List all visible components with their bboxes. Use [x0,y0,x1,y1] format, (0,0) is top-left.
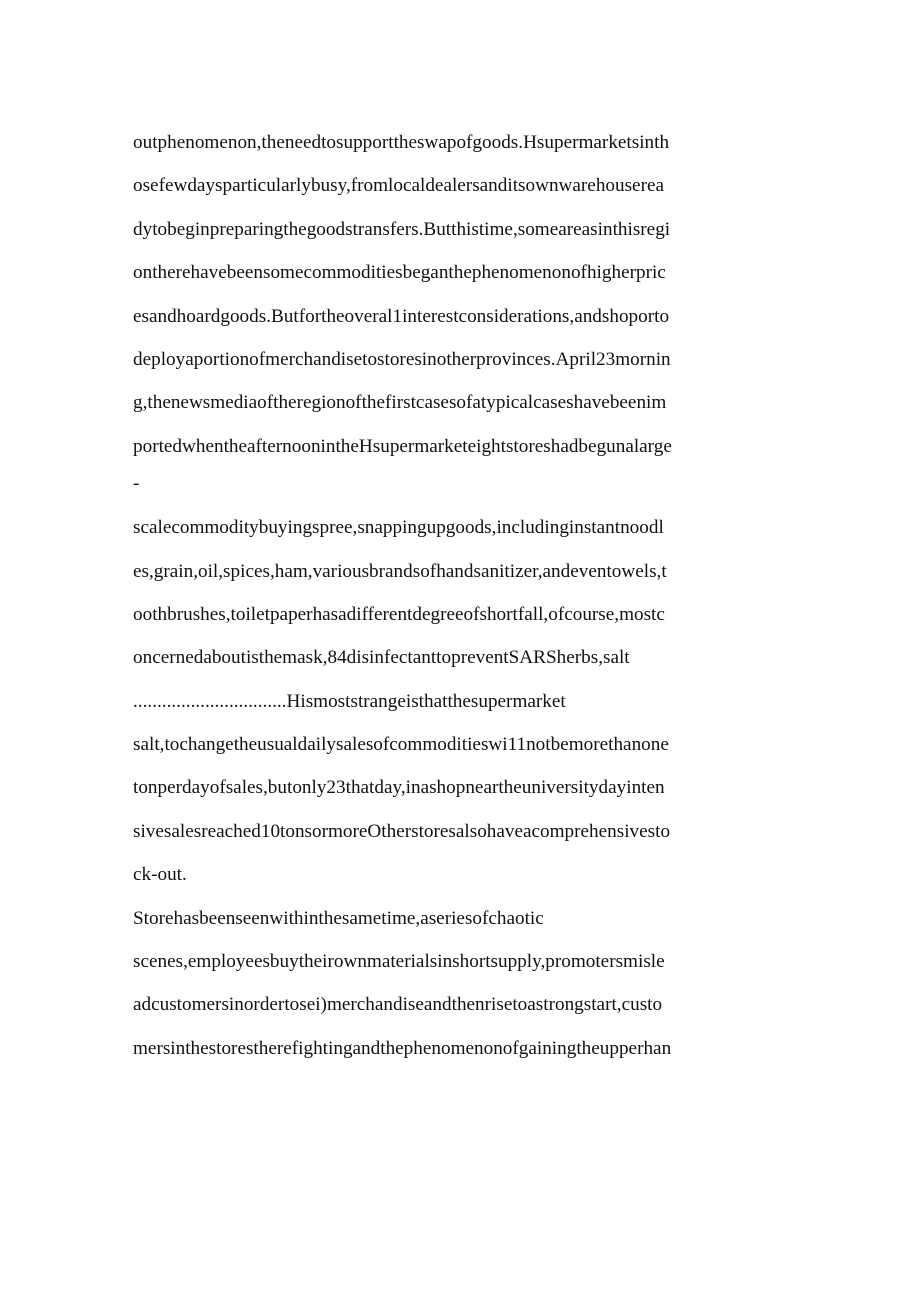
text-line: tonperdayofsales,butonly23thatday,inashopneartheuniversitydayinten [133,777,665,799]
text-line: ontherehavebeensomecommoditiesbeganthephenomenonofhigherpric [133,262,666,284]
text-line: oothbrushes,toiletpaperhasadifferentdegreeofshortfall,ofcourse,mostc [133,603,665,625]
text-line: es,grain,oil,spices,ham,variousbrandsofhandsanitizer,andeventowels,t [133,560,667,582]
text-line: salt,tochangetheusualdailysalesofcommoditieswi11notbemorethanone [133,734,669,756]
text-line: scalecommoditybuyingspree,snappingupgoods,includinginstantnoodl [133,517,664,539]
text-line: mersinthestorestherefightingandthephenomenonofgainingtheupperhan [133,1037,672,1059]
body-text [133,121,793,1070]
text-line: oncernedaboutisthemask,84disinfectanttopreventSARSherbs,salt [133,647,630,669]
text-line: ck-out. [133,864,187,886]
text-line: - [133,473,140,495]
text-line: osefewdaysparticularlybusy,fromlocaldealersanditsownwarehouserea [133,175,665,197]
text-line: adcustomersinordertosei)merchandiseandthenrisetoastrongstart,custo [133,994,663,1016]
text-line: scenes,employeesbuytheirownmaterialsinshortsupply,promotersmisle [133,951,665,973]
text-line: ................................Hismoststrangeisthatthesupermarket [133,690,566,712]
text-line: esandhoardgoods.Butfortheoveral1interestconsiderations,andshoporto [133,305,670,327]
text-line: portedwhentheafternoonintheHsupermarketeightstoreshadbegunalarge [133,435,672,457]
text-line: deployaportionofmerchandisetostoresinotherprovinces.April23mornin [133,348,671,370]
text-line: Storehasbeenseenwithinthesametime,aseriesofchaotic [133,907,544,929]
text-line: sivesalesreached10tonsormoreOtherstoresalsohaveacomprehensivesto [133,820,671,842]
text-line: outphenomenon,theneedtosupporttheswapofgoods.Hsupermarketsinth [133,132,670,153]
text-line: dytobeginpreparingthegoodstransfers.Butthistime,someareasinthisregi [133,218,671,240]
text-line: g,thenewsmediaoftheregionofthefirstcasesofatypicalcaseshavebeenim [133,392,667,414]
